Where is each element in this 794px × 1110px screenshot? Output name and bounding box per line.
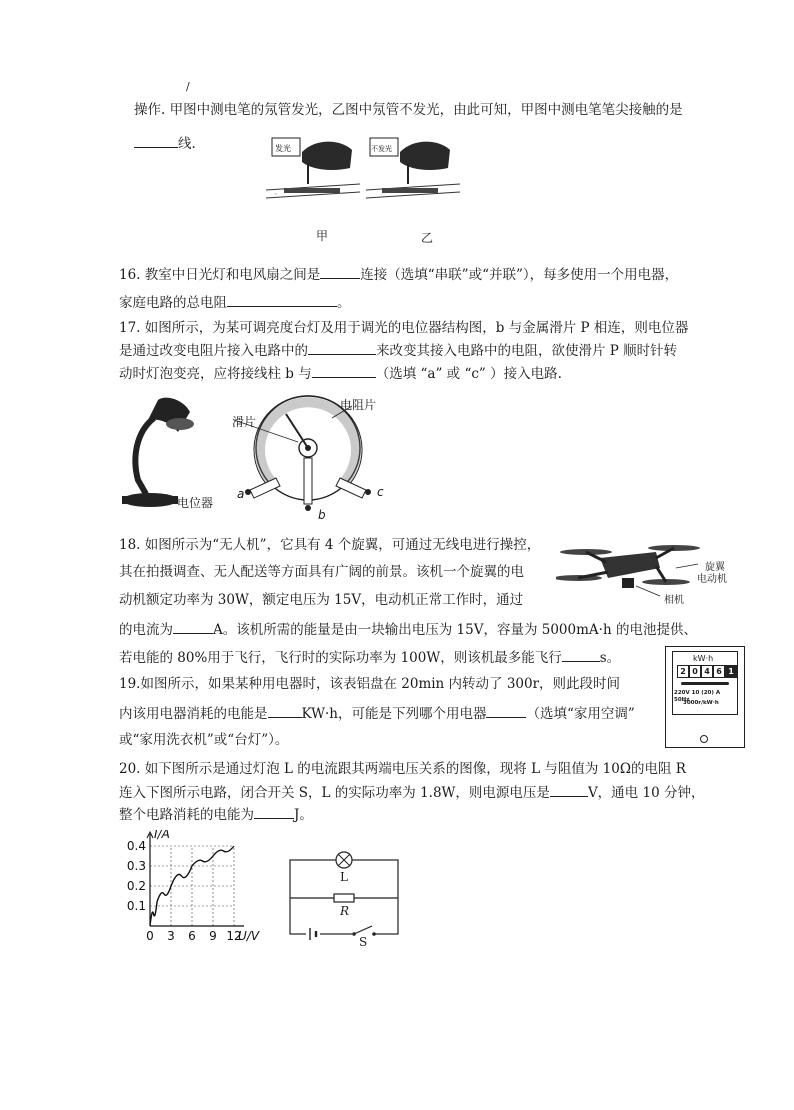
bubble-left-text: 发光 [275, 144, 291, 153]
label-camera: 相机 [664, 595, 684, 606]
q18-line4 [119, 619, 697, 639]
meter-spec1: 220V 10 (20) A 50Hz [674, 690, 721, 703]
q18-line1: 18. 如图所示为“无人机”，它具有 4 个旋翼，可通过无线电进行操控， [119, 537, 541, 553]
label-a: a [237, 487, 245, 501]
q20-line2-b: V，通电 10 分钟， [587, 785, 705, 801]
caption-yi: 乙 [421, 231, 434, 245]
q19-line2 [119, 703, 635, 723]
q18-line4-a: 的电流为 [119, 622, 173, 638]
label-slider: 滑片 [232, 415, 257, 429]
circuit-label-L: L [340, 870, 348, 884]
label-b: b [318, 508, 326, 522]
resistor-symbol [334, 894, 354, 902]
label-rotor: 旋翼 [705, 562, 725, 573]
x-tick-label: 9 [209, 929, 217, 943]
meter-unit: kW·h [693, 654, 714, 663]
meter-panel [672, 651, 738, 715]
q18-line5-a: 若电能的 80%用于飞行，飞行时的实际功率为 100W，则该机最多能飞行 [119, 650, 562, 666]
energy-meter [665, 646, 745, 748]
circuit-label-R: R [340, 904, 350, 918]
q20-blank-1[interactable] [550, 782, 588, 797]
y-axis-label: I/A [154, 830, 170, 841]
svg-text:◦: ◦ [274, 191, 278, 198]
label-potentiometer: 电位器 [177, 496, 214, 510]
meter-digit: 6 [713, 665, 725, 678]
q16-line2-a: 家庭电路的总电阻 [119, 295, 227, 311]
bubble-right-text: 不发光 [371, 145, 392, 153]
q19-blank-1[interactable] [268, 703, 302, 718]
q19-line1: 19.如图所示，如果某种用电器时，该表铝盘在 20min 内转动了 300r，则此段时间 [119, 676, 621, 692]
meter-digit: 2 [677, 665, 689, 678]
q17-line3 [119, 363, 562, 383]
q19-blank-2[interactable] [486, 703, 526, 718]
meter-spec2: 3000r/kW·h [683, 700, 719, 706]
meter-digits [677, 665, 737, 678]
q15-line2-suffix: 线. [178, 136, 196, 152]
q15-line1: 操作. 甲图中测电笔的氖管发光，乙图中氖管不发光，由此可知，甲图中测电笔笔尖接触的是 [134, 102, 683, 118]
q18-blank-1[interactable] [173, 619, 213, 634]
q16-line2 [119, 292, 351, 312]
x-axis-label: U/V [238, 929, 260, 943]
q17-line3-a: 动时灯泡变亮，应将接线柱 b 与 [119, 366, 312, 382]
caption-jia: 甲 [316, 229, 329, 243]
q19-line3: 或“家用洗衣机”或“台灯”）。 [119, 732, 289, 748]
q15-line2 [134, 133, 196, 153]
q20-blank-2[interactable] [254, 804, 294, 819]
q17-line1: 17. 如图所示，为某可调亮度台灯及用于调光的电位器结构图，b 与金属滑片 P 相连，则电位器 [119, 320, 689, 336]
q17-blank-1[interactable] [308, 340, 376, 355]
q17-line3-b: （选填 “a” 或 “c” ）接入电路. [375, 366, 562, 382]
q17-line2-a: 是通过改变电阻片接入电路中的 [119, 343, 308, 359]
q18-line5-b: s。 [599, 650, 621, 666]
q20-line3-b: J。 [294, 807, 313, 823]
meter-screw [700, 735, 708, 743]
q16-line1-a: 16. 教室中日光灯和电风扇之间是 [119, 267, 321, 283]
meter-digit: 4 [701, 665, 713, 678]
meter-disc [681, 682, 729, 685]
q16-line1-b: 连接（选填“串联”或“并联”），每多使用一个用电器， [360, 267, 679, 283]
stray-mark: / [186, 80, 190, 93]
q20-line3-a: 整个电路消耗的电能为 [119, 807, 254, 823]
q16-line1 [119, 264, 678, 284]
q16-blank-1[interactable] [320, 264, 360, 279]
x-tick-label: 12 [226, 929, 242, 943]
y-tick-label: 0.4 [126, 839, 146, 853]
test-pen-figure [262, 132, 472, 218]
q16-line2-b: 。 [337, 295, 351, 311]
q19-line2-c: （选填“家用空调” [526, 706, 635, 722]
y-tick-label: 0.2 [126, 879, 146, 893]
iu-chart [112, 830, 272, 950]
q17-line2 [119, 340, 677, 360]
q17-blank-2[interactable] [312, 363, 376, 378]
y-tick-label: 0.3 [126, 859, 146, 873]
q20-line1: 20. 如下图所示是通过灯泡 L 的电流跟其两端电压关系的图像，现将 L 与阻值为 10Ω的电阻 R [119, 761, 686, 777]
q19-line2-a: 内该用电器消耗的电能是 [119, 706, 268, 722]
q20-line2 [119, 782, 704, 802]
q16-blank-2[interactable] [227, 292, 337, 307]
q20-line2-a: 连入下图所示电路，闭合开关 S，L 的实际功率为 1.8W，则电源电压是 [119, 785, 550, 801]
figure-yi [366, 138, 460, 198]
q18-line2: 其在拍摄调查、无人配送等方面具有广阔的前景。该机一个旋翼的电 [119, 564, 524, 580]
meter-digit: 1 [725, 665, 737, 678]
x-tick-label: 0 [146, 929, 154, 943]
x-tick-label: 3 [167, 929, 175, 943]
circuit-diagram [284, 842, 408, 942]
q18-line5 [119, 647, 620, 667]
q19-line2-b: KW·h，可能是下列哪个用电器 [301, 706, 487, 722]
meter-digit: 0 [689, 665, 701, 678]
label-resistor: 电阻片 [340, 398, 377, 412]
q18-line4-b: A。该机所需的能量是由一块输出电压为 15V，容量为 5000mA·h 的电池提供、 [213, 622, 697, 638]
q20-line3 [119, 804, 313, 824]
label-c: c [377, 485, 384, 499]
q15-answer-blank[interactable] [134, 133, 178, 148]
label-motor: 电动机 [697, 574, 727, 585]
q17-line2-b: 来改变其接入电路中的电阻，欲使滑片 P 顺时针转 [376, 343, 678, 359]
figure-jia [266, 138, 360, 198]
q18-blank-2[interactable] [562, 647, 600, 662]
circuit-label-S: S [359, 935, 368, 949]
y-tick-label: 0.1 [126, 899, 146, 913]
x-tick-label: 6 [188, 929, 196, 943]
q18-line3: 动机额定功率为 30W，额定电压为 15V，电动机正常工作时，通过 [119, 592, 524, 608]
